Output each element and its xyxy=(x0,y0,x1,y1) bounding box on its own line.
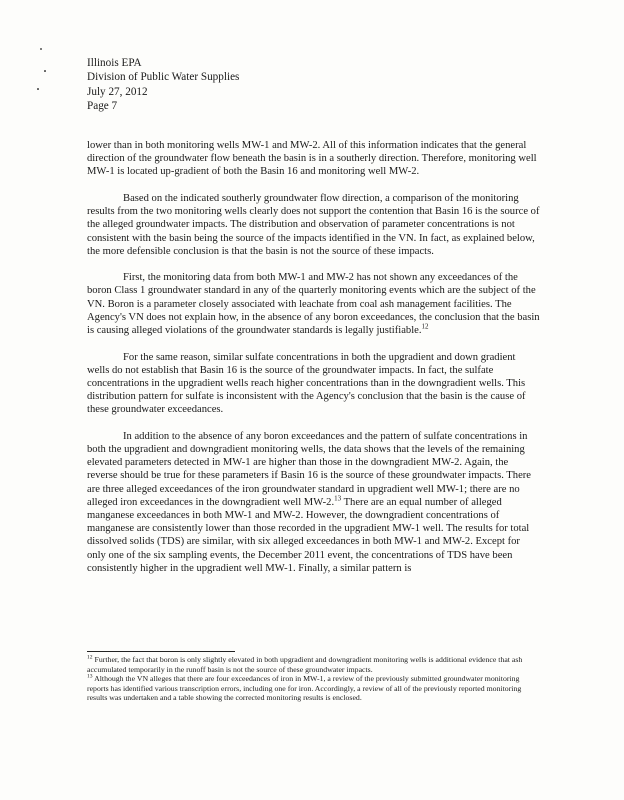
page-number: Page 7 xyxy=(87,99,118,112)
footnote-12-text: Further, the fact that boron is only slightly elevated in both upgradient and downgradient monitoring wells is additional evidence that ash accumulated temporarily in the runoff basin is not the source of these groundwater impacts. xyxy=(87,655,523,674)
footnote-13-text: Although the VN alleges that there are four exceedances of iron in MW-1, a review of the previously submitted groundwater monitoring reports has identified various transcription errors, including one for iron. Accordingly, a review of all of the previously reported monitoring results was undertaken and a table showing the corrected monitoring results is enclosed. xyxy=(87,674,522,703)
paragraph-other-parameters xyxy=(87,430,540,575)
paragraph-sulfate: For the same reason, similar sulfate concentrations in both the upgradient and down gradient wells do not establish that Basin 16 is the source of the groundwater impacts. In fact, the sulfate concentrations in the upgradient wells reach higher concentrations than in the downgradient wells. This distribution pattern for sulfate is inconsistent with the Agency's conclusion that the basin is the cause of these groundwater exceedances. xyxy=(87,351,526,416)
paragraph-boron xyxy=(87,271,540,337)
scan-speck xyxy=(40,48,42,50)
footnote-13-number: 13 xyxy=(87,673,93,680)
paragraph-flow-direction: Based on the indicated southerly groundwater flow direction, a comparison of the monitoring results from the two monitoring wells clearly does not support the contention that Basin 16 is the source of the alleged groundwater impacts. The distribution and observation of parameter concentrations is not consistent with the basin being the source of the impacts identified in the VN. In fact, as explained below, the more defensible conclusion is that the basin is not the source of these impacts. xyxy=(87,192,540,257)
paragraph-continued: lower than in both monitoring wells MW-1 and MW-2. All of this information indicates that the general direction of the groundwater flow beneath the basin is in a southerly direction. Therefore, monitoring well MW-1 is located up-gradient of both the Basin 16 and monitoring well MW-2. xyxy=(87,140,537,178)
scan-speck xyxy=(37,88,39,90)
footnote-ref-13[interactable]: 13 xyxy=(334,494,342,503)
scan-speck xyxy=(44,70,46,72)
footnote-13 xyxy=(87,674,540,703)
paragraph-boron-text: First, the monitoring data from both MW-1 and MW-2 has not shown any exceedances of the boron Class 1 groundwater standard in any of the quarterly monitoring events which are the subject of the VN. Boron is a parameter closely associated with leachate from coal ash management facilities. The Agency's VN does not explain how, in the absence of any boron exceedances, the conclusion that the basin is causing alleged violations of the groundwater standards is legally justifiable. xyxy=(87,272,540,337)
paragraph-other-parameters-text-a: In addition to the absence of any boron exceedances and the pattern of sulfate concentrations in both the upgradient and downgradient monitoring wells, the data shows that the levels of the remaining elevated parameters detected in MW-1 are higher than those in the downgradient MW-2. Again, the reverse should be true for these parameters if Basin 16 is the source of these groundwater impacts. There are three alleged exceedances of the iron groundwater standard in upgradient well MW-1; there are no alleged iron exceedances in the downgradient well MW-2. xyxy=(87,430,532,508)
footnote-12-number: 12 xyxy=(87,654,93,661)
letter-date: July 27, 2012 xyxy=(87,85,148,98)
footnote-divider xyxy=(87,651,235,652)
recipient-agency: Illinois EPA xyxy=(87,57,142,69)
footnotes xyxy=(87,655,540,703)
paragraph-other-parameters-text-b: There are an equal number of alleged manganese exceedances in both MW-1 and MW-2. However, the downgradient concentrations of manganese are consistently lower than those recorded in the upgradient MW-1 well. The results for total dissolved solids (TDS) are similar, with six alleged exceedances in both MW-1 and MW-2. Except for only one of the six sampling events, the December 2011 event, the concentrations of TDS have been consistently higher in the upgradient well MW-1. Finally, a similar pattern is xyxy=(87,496,530,574)
footnote-ref-12[interactable]: 12 xyxy=(421,322,429,331)
letterhead xyxy=(87,56,239,113)
letter-body xyxy=(87,139,540,588)
footnote-12 xyxy=(87,655,540,674)
recipient-division: Division of Public Water Supplies xyxy=(87,71,240,84)
